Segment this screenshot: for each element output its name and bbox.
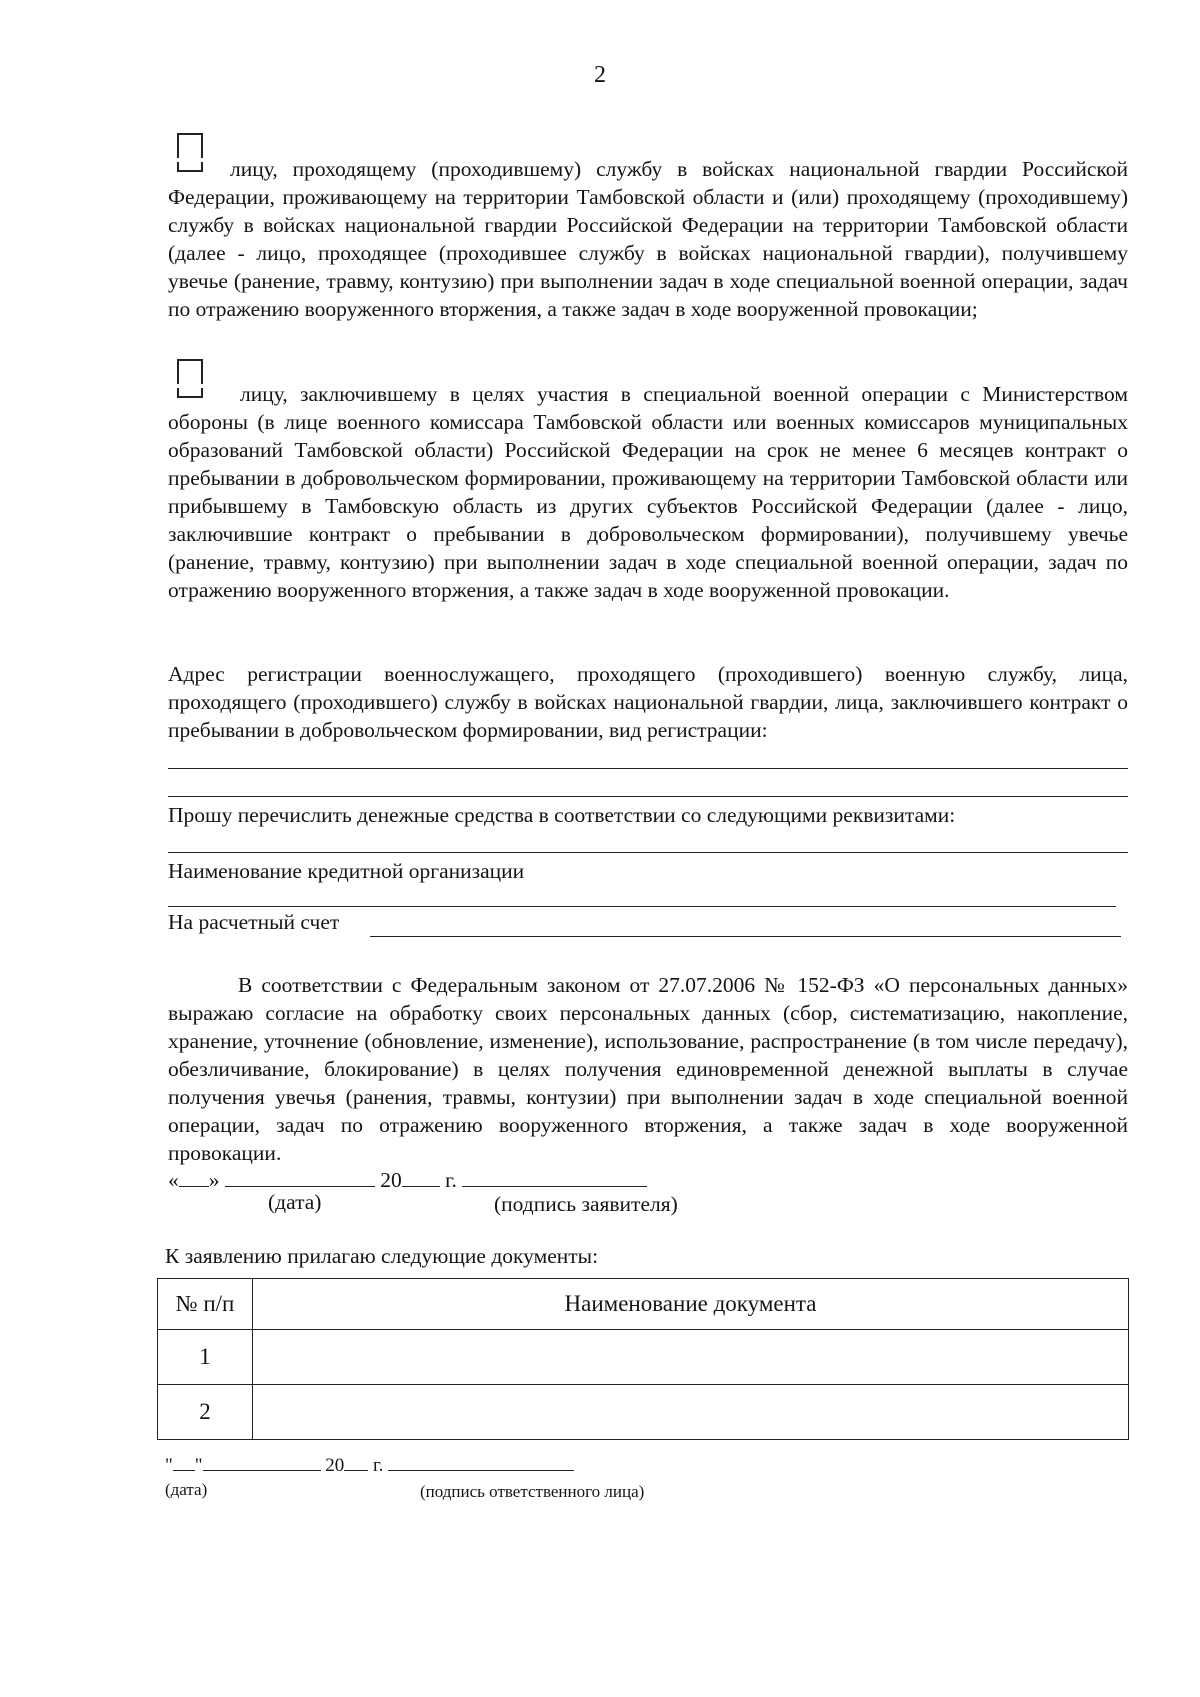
address-line-1[interactable] xyxy=(168,768,1128,769)
official-year-prefix: 20 xyxy=(325,1455,345,1476)
bank-name-label: Наименование кредитной организации xyxy=(168,859,525,883)
applicant-signature-field[interactable] xyxy=(462,1164,647,1187)
table-row xyxy=(158,1385,1129,1440)
official-signature-row xyxy=(165,1452,574,1477)
date-year-field[interactable] xyxy=(402,1164,440,1187)
official-close-quote: " xyxy=(194,1455,203,1476)
official-year-suffix: г. xyxy=(373,1455,384,1476)
option-2-text: лицу, заключившему в целях участия в специальной военной операции с Министерством обороны (в лице военного комиссара Тамбовской области или военных комиссаров муниципальных образований Тамбовской области) Российской Федерации на срок не менее 6 месяцев контракт о пребывании в добровольческом формировании, проживающему на территории Тамбовской области или прибывшему в Тамбовскую область из других субъектов Российской Федерации (далее - лицо, заключившие контракт о пребывании в добровольческом формировании), получившему увечье (ранение, травму, контузию) при выполнении задач в ходе специальной военной операции, задач по отражению вооруженного вторжения, а также задач в ходе вооруженной провокации. xyxy=(168,382,1128,602)
document-name-cell[interactable] xyxy=(253,1330,1129,1385)
table-header-row xyxy=(158,1279,1129,1330)
table-row xyxy=(158,1330,1129,1385)
official-signature-caption: (подпись ответственного лица) xyxy=(420,1482,645,1501)
consent-text: В соответствии с Федеральным законом от 27.07.2006 № 152-ФЗ «О персональных данных» выражаю согласие на обработку своих персональных данных (сбор, систематизацию, накопление, хранение, уточнение (обновление, изменение), использование, распространение (в том числе передачу), обезличивание, блокирование) в целях получения единовременной денежной выплаты в случае получения увечья (ранения, травмы, контузии) при выполнении задач в ходе специальной военной операции, задач по отражению вооруженного вторжения, а также задач в ходе вооруженной провокации. xyxy=(168,973,1128,1165)
official-year-field[interactable] xyxy=(344,1452,368,1471)
date-year-suffix: г. xyxy=(445,1168,457,1192)
date-open-quote: « xyxy=(168,1168,179,1192)
official-month-field[interactable] xyxy=(203,1452,321,1471)
account-input-line[interactable] xyxy=(370,936,1121,937)
official-signature-field[interactable] xyxy=(388,1452,574,1471)
date-month-field[interactable] xyxy=(225,1164,375,1187)
date-close-quote: » xyxy=(208,1168,220,1192)
official-date-caption: (дата) xyxy=(165,1480,208,1499)
attachments-intro: К заявлению прилагаю следующие документы: xyxy=(165,1244,599,1268)
account-row xyxy=(168,908,1128,936)
official-open-quote: " xyxy=(165,1455,173,1476)
applicant-date-caption: (дата) xyxy=(268,1190,322,1214)
official-day-field[interactable] xyxy=(173,1452,195,1471)
bank-name-line[interactable] xyxy=(168,906,1116,907)
applicant-signature-caption: (подпись заявителя) xyxy=(494,1192,678,1216)
option-1-text: лицу, проходящему (проходившему) службу в войсках национальной гвардии Российской Федерации, проживающему на территории Тамбовской области и (или) проходящему (проходившему) службу в войсках национальной гвардии Российской Федерации на территории Тамбовской области (далее - лицо, проходящее (проходившее службу в войсках национальной гвардии), получившему увечье (ранение, травму, контузию) при выполнении задач в ходе специальной военной операции, задач по отражению вооруженного вторжения, а также задач в ходе вооруженной провокации; xyxy=(168,157,1128,321)
attachments-table xyxy=(157,1278,1129,1440)
column-header-document-name: Наименование документа xyxy=(253,1279,1129,1330)
date-year-prefix: 20 xyxy=(380,1168,402,1192)
column-header-number: № п/п xyxy=(158,1279,253,1330)
row-number: 1 xyxy=(158,1330,253,1385)
address-label: Адрес регистрации военнослужащего, проходящего (проходившего) военную службу, лица, проходящего (проходившего) службу в войсках национальной гвардии, лица, заключившего контракт о пребывании в добровольческом формировании, вид регистрации: xyxy=(168,662,1128,742)
date-day-field[interactable] xyxy=(179,1164,209,1187)
account-label: На расчетный счет xyxy=(168,910,340,934)
page-number: 2 xyxy=(594,62,606,88)
document-name-cell[interactable] xyxy=(253,1385,1129,1440)
transfer-line[interactable] xyxy=(168,852,1128,853)
applicant-signature-row xyxy=(168,1164,647,1193)
transfer-request: Прошу перечислить денежные средства в соответствии со следующими реквизитами: xyxy=(168,803,956,827)
row-number: 2 xyxy=(158,1385,253,1440)
address-line-2[interactable] xyxy=(168,796,1128,797)
